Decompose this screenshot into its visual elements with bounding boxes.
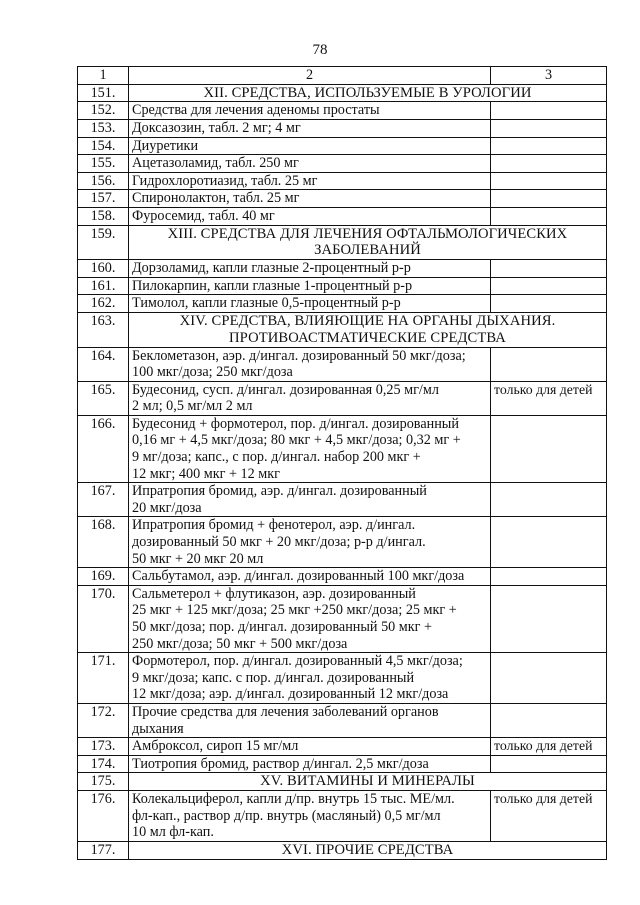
drug-description [129, 415, 491, 482]
drug-description [129, 483, 491, 517]
drug-description [129, 102, 491, 120]
table-body [78, 67, 607, 860]
section-title [129, 841, 607, 859]
restriction-note: только для детей [491, 791, 607, 842]
row-number: 172. [78, 703, 129, 737]
drug-description [129, 703, 491, 737]
description-line: Тимолол, капли глазные 0,5-процентный р-р [132, 295, 401, 312]
table-row [78, 119, 607, 137]
drug-description [129, 585, 491, 652]
description-line: Доксазозин, табл. 2 мг; 4 мг [132, 119, 301, 136]
description-line: Пилокарпин, капли глазные 1-процентный р-р [132, 277, 413, 294]
section-title [129, 312, 607, 347]
section-title [129, 84, 607, 102]
section-header-row [78, 312, 607, 347]
row-number: 163. [78, 312, 129, 347]
restriction-note [491, 517, 607, 568]
description-line: 9 мг/доза; капс., с пор. д/ингал. набор 200 мкг + [132, 449, 421, 466]
description-line: 9 мкг/доза; капс. с пор. д/ингал. дозированный [132, 669, 415, 686]
description-line: Сальметерол + флутиказон, аэр. дозированный [132, 585, 416, 602]
description-line: 12 мкг; 400 мкг + 12 мкг [132, 465, 280, 482]
table-row [78, 295, 607, 313]
table-row [78, 260, 607, 278]
table-row [78, 755, 607, 773]
row-number: 177. [78, 841, 129, 859]
row-number: 173. [78, 738, 129, 756]
section-title [129, 773, 607, 791]
description-line: Тиотропия бромид, раствор д/ингал. 2,5 мкг/доза [132, 755, 429, 772]
section-header-row [78, 84, 607, 102]
description-line: Будесонид + формотерол, пор. д/ингал. дозированный [132, 415, 459, 432]
row-number: 158. [78, 207, 129, 225]
restriction-note [491, 585, 607, 652]
row-number: 162. [78, 295, 129, 313]
section-header-row [78, 773, 607, 791]
drug-description [129, 277, 491, 295]
table-row [78, 517, 607, 568]
row-number: 156. [78, 172, 129, 190]
drug-description [129, 738, 491, 756]
drug-description [129, 517, 491, 568]
row-number: 160. [78, 260, 129, 278]
description-line: фл-кап., раствор д/пр. внутрь (масляный) 0,5 мг/мл [132, 807, 441, 824]
restriction-note [491, 137, 607, 155]
description-line: Диуретики [132, 137, 199, 154]
restriction-note [491, 277, 607, 295]
table-row [78, 415, 607, 482]
restriction-note [491, 703, 607, 737]
description-line: Гидрохлоротиазид, табл. 25 мг [132, 172, 318, 189]
page-number: 78 [312, 42, 328, 58]
restriction-note [491, 207, 607, 225]
table-row [78, 568, 607, 586]
row-number: 166. [78, 415, 129, 482]
restriction-note [491, 155, 607, 173]
row-number: 164. [78, 347, 129, 381]
row-number: 159. [78, 225, 129, 260]
row-number: 176. [78, 791, 129, 842]
drug-description [129, 347, 491, 381]
description-line: дыхания [132, 720, 184, 737]
description-line: Дорзоламид, капли глазные 2-процентный р-р [132, 260, 411, 277]
description-line: Беклометазон, аэр. д/ингал. дозированный 50 мкг/доза; [132, 347, 466, 364]
row-number: 168. [78, 517, 129, 568]
restriction-note [491, 483, 607, 517]
description-line: Спиронолактон, табл. 25 мг [132, 190, 300, 207]
row-number: 153. [78, 119, 129, 137]
drug-description [129, 755, 491, 773]
section-title-line: XIII. СРЕДСТВА ДЛЯ ЛЕЧЕНИЯ ОФТАЛЬМОЛОГИЧЕСКИХ [167, 225, 568, 242]
row-number: 161. [78, 277, 129, 295]
section-title [129, 225, 607, 260]
row-number: 169. [78, 568, 129, 586]
table-row [78, 738, 607, 756]
description-line: 50 мкг/доза; пор. д/ингал. дозированный 50 мкг + [132, 619, 433, 636]
restriction-note [491, 172, 607, 190]
description-line: Будесонид, сусп. д/ингал. дозированная 0,25 мг/мл [132, 381, 439, 398]
description-line: Ипратропия бромид, аэр. д/ингал. дозированный [132, 483, 427, 500]
drug-description [129, 791, 491, 842]
header-col-1: 1 [78, 67, 129, 85]
table-row [78, 653, 607, 704]
drug-description [129, 653, 491, 704]
row-number: 174. [78, 755, 129, 773]
description-line: Ацетазоламид, табл. 250 мг [132, 155, 299, 172]
restriction-note [491, 347, 607, 381]
row-number: 171. [78, 653, 129, 704]
drug-description [129, 155, 491, 173]
description-line: 12 мкг/доза; аэр. д/ингал. дозированный 12 мкг/доза [132, 686, 449, 703]
table-row [78, 791, 607, 842]
description-line: 100 мкг/доза; 250 мкг/доза [132, 364, 293, 381]
section-header-row [78, 225, 607, 260]
row-number: 154. [78, 137, 129, 155]
section-title-line: XV. ВИТАМИНЫ И МИНЕРАЛЫ [260, 773, 475, 790]
table-row [78, 190, 607, 208]
row-number: 175. [78, 773, 129, 791]
row-number: 167. [78, 483, 129, 517]
drug-description [129, 295, 491, 313]
row-number: 155. [78, 155, 129, 173]
description-line: Колекальциферол, капли д/пр. внутрь 15 тыс. МЕ/мл. [132, 791, 455, 808]
drug-description [129, 190, 491, 208]
restriction-note: только для детей [491, 738, 607, 756]
restriction-note [491, 653, 607, 704]
drug-list-table [77, 66, 607, 860]
row-number: 152. [78, 102, 129, 120]
table-row [78, 207, 607, 225]
table-row [78, 277, 607, 295]
description-line: Средства для лечения аденомы простаты [132, 102, 380, 119]
description-line: 20 мкг/доза [132, 499, 202, 516]
description-line: Сальбутамол, аэр. д/ингал. дозированный 100 мкг/доза [132, 568, 465, 585]
description-line: дозированный 50 мкг + 20 мкг/доза; р-р д/ингал. [132, 534, 426, 551]
table-row [78, 155, 607, 173]
table-row [78, 347, 607, 381]
row-number: 165. [78, 381, 129, 415]
table-row [78, 483, 607, 517]
drug-description [129, 260, 491, 278]
restriction-note [491, 568, 607, 586]
restriction-note [491, 295, 607, 313]
section-title-line: ЗАБОЛЕВАНИЙ [314, 242, 421, 259]
description-line: Формотерол, пор. д/ингал. дозированный 4,5 мкг/доза; [132, 653, 463, 670]
section-title-line: XIV. СРЕДСТВА, ВЛИЯЮЩИЕ НА ОРГАНЫ ДЫХАНИЯ. [179, 312, 556, 329]
description-line: 250 мкг/доза; 50 мкг + 500 мкг/доза [132, 635, 348, 652]
restriction-note [491, 415, 607, 482]
description-line: Прочие средства для лечения заболеваний органов [132, 703, 439, 720]
description-line: Амброксол, сироп 15 мг/мл [132, 738, 299, 755]
section-header-row [78, 841, 607, 859]
drug-description [129, 119, 491, 137]
section-title-line: ПРОТИВОАСТМАТИЧЕСКИЕ СРЕДСТВА [229, 329, 506, 346]
drug-description [129, 172, 491, 190]
description-line: 50 мкг + 20 мкг 20 мл [132, 550, 264, 567]
table-row [78, 102, 607, 120]
description-line: Ипратропия бромид + фенотерол, аэр. д/ингал. [132, 517, 416, 534]
table-row [78, 585, 607, 652]
restriction-note [491, 755, 607, 773]
header-col-3: 3 [491, 67, 607, 85]
drug-description [129, 207, 491, 225]
table-row [78, 137, 607, 155]
restriction-note [491, 260, 607, 278]
restriction-note: только для детей [491, 381, 607, 415]
table-row [78, 172, 607, 190]
section-title-line: XII. СРЕДСТВА, ИСПОЛЬЗУЕМЫЕ В УРОЛОГИИ [203, 84, 532, 101]
restriction-note [491, 102, 607, 120]
description-line: 0,16 мг + 4,5 мкг/доза; 80 мкг + 4,5 мкг/доза; 0,32 мг + [132, 432, 461, 449]
header-col-2: 2 [129, 67, 491, 85]
description-line: 2 мл; 0,5 мг/мл 2 мл [132, 398, 253, 415]
restriction-note [491, 190, 607, 208]
drug-description [129, 137, 491, 155]
section-title-line: XVI. ПРОЧИЕ СРЕДСТВА [281, 841, 454, 858]
description-line: 25 мкг + 125 мкг/доза; 25 мкг +250 мкг/доза; 25 мкг + [132, 602, 457, 619]
row-number: 151. [78, 84, 129, 102]
row-number: 157. [78, 190, 129, 208]
drug-description [129, 381, 491, 415]
description-line: Фуросемид, табл. 40 мг [132, 207, 275, 224]
restriction-note [491, 119, 607, 137]
drug-description [129, 568, 491, 586]
table-row [78, 703, 607, 737]
table-row [78, 381, 607, 415]
header-row [78, 67, 607, 85]
row-number: 170. [78, 585, 129, 652]
description-line: 10 мл фл-кап. [132, 824, 214, 841]
